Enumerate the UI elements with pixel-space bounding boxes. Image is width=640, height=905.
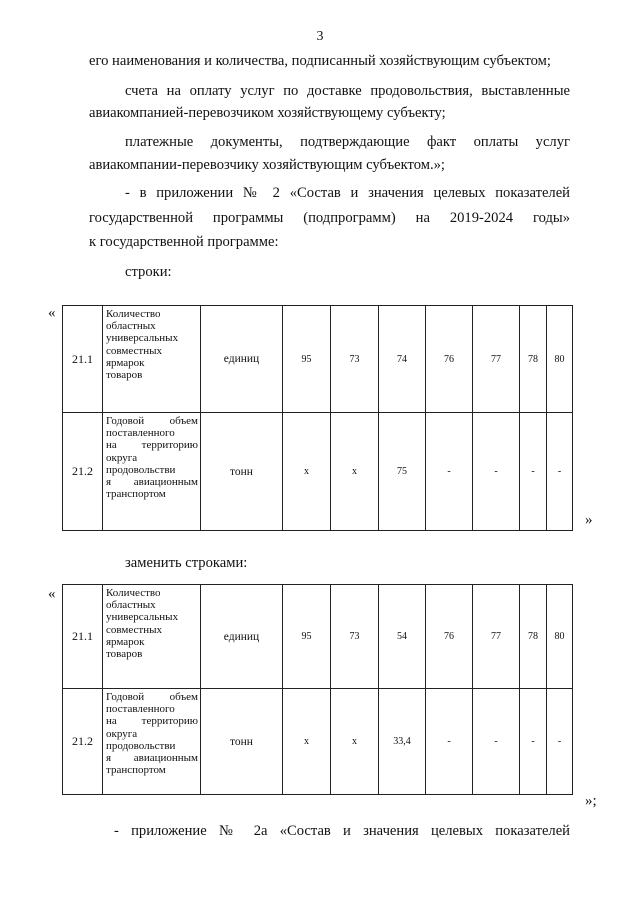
- paragraph-line: - в приложении № 2 «Состав и значения целевых показателей: [125, 185, 570, 201]
- indicators-table-old: [62, 305, 573, 531]
- unit-cell: тонн: [201, 413, 283, 531]
- value-cell: 80: [547, 306, 573, 413]
- indicator-name: Годовой объем поставленного на территорию округа продовольстви я авиационным транспортом: [103, 413, 201, 531]
- paragraph-line: государственной программы (подпрограмм) на 2019-2024 годы»: [89, 210, 570, 226]
- close-quote: »: [585, 512, 593, 528]
- indicators-table-new: [62, 584, 573, 795]
- indicator-name: Годовой объем поставленного на территорию округа продовольстви я авиационным транспортом: [103, 689, 201, 795]
- value-cell: 73: [331, 585, 379, 689]
- value-cell: -: [426, 413, 473, 531]
- paragraph-line: авиакомпании-перевозчику хозяйствующим субъектом.»;: [89, 157, 445, 173]
- paragraph-line: его наименования и количества, подписанный хозяйствующим субъектом;: [89, 53, 551, 69]
- value-cell: 75: [379, 413, 426, 531]
- unit-cell: тонн: [201, 689, 283, 795]
- table-row: [63, 585, 573, 689]
- value-cell: -: [473, 413, 520, 531]
- table-row: [63, 689, 573, 795]
- value-cell: 76: [426, 585, 473, 689]
- row-number: 21.1: [63, 306, 103, 413]
- value-cell: -: [547, 413, 573, 531]
- rows-label: строки:: [125, 264, 172, 280]
- value-cell: 78: [520, 585, 547, 689]
- value-cell: -: [426, 689, 473, 795]
- paragraph-line: авиакомпанией-перевозчиком хозяйствующему субъекту;: [89, 105, 446, 121]
- replace-label: заменить строками:: [125, 555, 248, 571]
- row-number: 21.1: [63, 585, 103, 689]
- value-cell: 95: [283, 306, 331, 413]
- value-cell: 78: [520, 306, 547, 413]
- value-cell: 76: [426, 306, 473, 413]
- value-cell: 33,4: [379, 689, 426, 795]
- value-cell: -: [520, 689, 547, 795]
- table-row: [63, 413, 573, 531]
- value-cell: 80: [547, 585, 573, 689]
- row-number: 21.2: [63, 413, 103, 531]
- open-quote: «: [48, 305, 56, 321]
- open-quote: «: [48, 586, 56, 602]
- value-cell: -: [520, 413, 547, 531]
- value-cell: 54: [379, 585, 426, 689]
- paragraph-line: - приложение № 2а «Состав и значения целевых показателей: [114, 823, 570, 839]
- unit-cell: единиц: [201, 585, 283, 689]
- value-cell: 95: [283, 585, 331, 689]
- row-number: 21.2: [63, 689, 103, 795]
- value-cell: 77: [473, 306, 520, 413]
- page-number: 3: [316, 29, 324, 44]
- value-cell: 77: [473, 585, 520, 689]
- value-cell: х: [283, 689, 331, 795]
- paragraph-line: счета на оплату услуг по доставке продовольствия, выставленные: [125, 83, 570, 99]
- value-cell: х: [331, 689, 379, 795]
- value-cell: х: [331, 413, 379, 531]
- paragraph-line: к государственной программе:: [89, 234, 279, 250]
- close-quote: »;: [585, 793, 597, 809]
- indicator-name: Количество областных универсальных совместных ярмарок товаров: [103, 585, 201, 689]
- unit-cell: единиц: [201, 306, 283, 413]
- table-row: [63, 306, 573, 413]
- value-cell: 74: [379, 306, 426, 413]
- value-cell: -: [547, 689, 573, 795]
- value-cell: х: [283, 413, 331, 531]
- value-cell: 73: [331, 306, 379, 413]
- paragraph-line: платежные документы, подтверждающие факт оплаты услуг: [125, 134, 570, 150]
- indicator-name: Количество областных универсальных совместных ярмарок товаров: [103, 306, 201, 413]
- value-cell: -: [473, 689, 520, 795]
